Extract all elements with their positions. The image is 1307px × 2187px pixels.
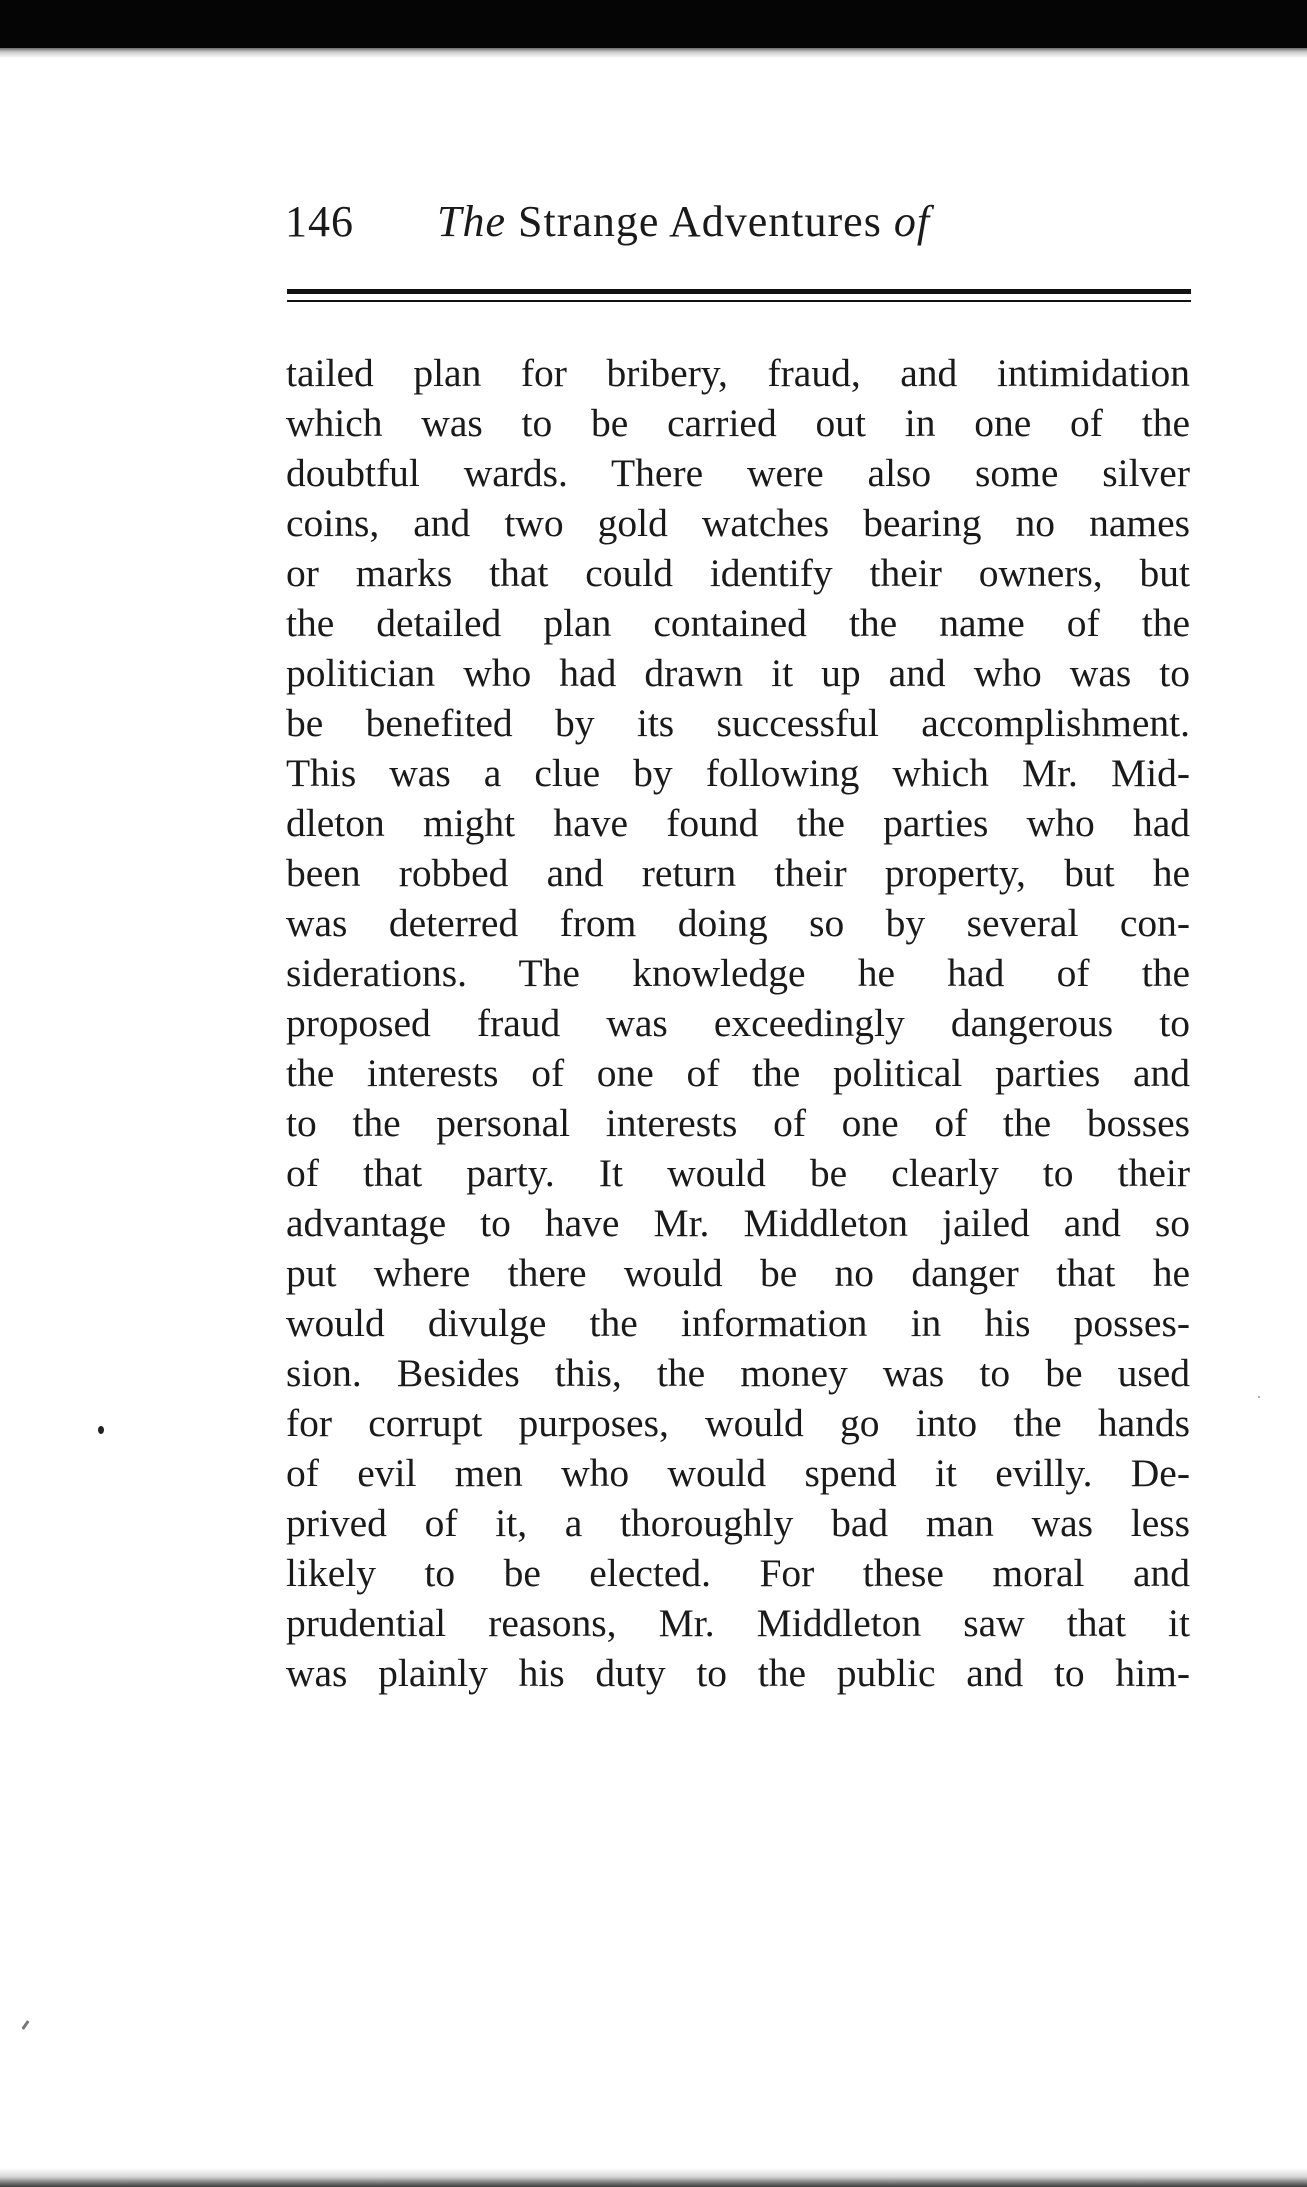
text-line: would divulge the information in his posses- (286, 1301, 1190, 1345)
text-line: was plainly his duty to the public and to him- (286, 1651, 1190, 1695)
text-line: of evil men who would spend it evilly. De- (286, 1451, 1190, 1495)
text-line: tailed plan for bribery, fraud, and intimidation (286, 351, 1190, 395)
text-line: advantage to have Mr. Middleton jailed and so (286, 1201, 1190, 1245)
text-line: politician who had drawn it up and who was to (286, 651, 1190, 695)
text-line: doubtful wards. There were also some silver (286, 451, 1190, 495)
text-line: prived of it, a thoroughly bad man was less (286, 1501, 1190, 1545)
text-line: proposed fraud was exceedingly dangerous to (286, 1001, 1190, 1045)
body-text (286, 348, 1190, 1718)
text-line: sion. Besides this, the money was to be used (286, 1351, 1190, 1395)
running-head (285, 196, 1195, 256)
text-line: likely to be elected. For these moral and (286, 1551, 1190, 1595)
book-title-article: The (437, 197, 506, 246)
paper-speck (21, 2020, 29, 2030)
header-rule-thin (287, 300, 1191, 302)
paper-speck (1258, 1396, 1260, 1398)
text-line: or marks that could identify their owners, but (286, 551, 1190, 595)
text-line: This was a clue by following which Mr. Mid- (286, 751, 1190, 795)
text-line: the detailed plan contained the name of the (286, 601, 1190, 645)
page-number: 146 (285, 197, 354, 246)
book-title-tail: of (893, 197, 931, 246)
book-title-middle: Strange Adventures (506, 197, 894, 246)
text-line: coins, and two gold watches bearing no names (286, 501, 1190, 545)
text-line: was deterred from doing so by several con- (286, 901, 1190, 945)
text-line: dleton might have found the parties who had (286, 801, 1190, 845)
text-line: the interests of one of the political parties and (286, 1051, 1190, 1095)
text-line: prudential reasons, Mr. Middleton saw that it (286, 1601, 1190, 1645)
text-line: to the personal interests of one of the bosses (286, 1101, 1190, 1145)
text-line: be benefited by its successful accomplishment. (286, 701, 1190, 745)
scan-top-border (0, 0, 1307, 48)
text-line: siderations. The knowledge he had of the (286, 951, 1190, 995)
book-title (437, 196, 930, 247)
text-line: which was to be carried out in one of the (286, 401, 1190, 445)
header-rule-thick (287, 289, 1191, 294)
paper-speck (98, 1426, 104, 1434)
scan-bottom-border (0, 2168, 1307, 2187)
text-line: for corrupt purposes, would go into the hands (286, 1401, 1190, 1445)
text-line: of that party. It would be clearly to their (286, 1151, 1190, 1195)
text-line: put where there would be no danger that he (286, 1251, 1190, 1295)
scan-top-shadow (0, 48, 1307, 58)
text-line: been robbed and return their property, but he (286, 851, 1190, 895)
